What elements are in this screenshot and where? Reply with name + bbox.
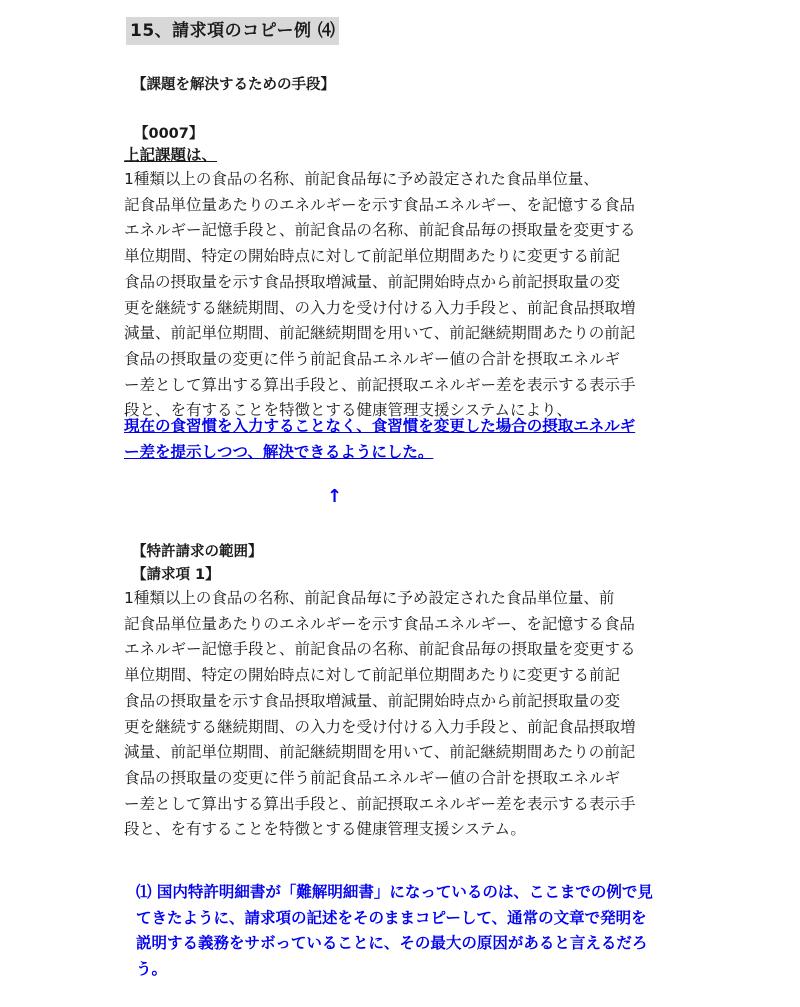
means-body: 1種類以上の食品の名称、前記食品毎に予め設定された食品単位量、 記食品単位量あたりのエネルギーを示す食品エネルギー、を記憶する食品 エネルギー記憶手段と、前記食品の名称、前記食品毎の摂取量を変更する 単位期間、特定の開始時点に対して前記単位期間あたりに変更する前記 食品の摂取量を示す食品摂取増減量、前記開始時点から前記摂取量の変 更を継続する継続期間、の入力を受け付ける入力手段と、前記食品摂取増 減量、前記単位期間、前記継続期間を用いて、前記継続期間あたりの前記 食品の摂取量の変更に伴う前記食品エネルギー値の合計を摂取エネルギ ー差として算出する算出手段と、前記摂取エネルギー差を表示する表示手 段と、を有することを特徴とする健康管理支援システムにより、 bbox=[124, 170, 636, 420]
section-heading-means: 【課題を解決するための手段】 bbox=[132, 77, 335, 93]
result-link[interactable]: 現在の食習慣を入力することなく、食習慣を変更した場合の摂取エネルギ ー差を提示しつつ、解決できるようにした。 bbox=[124, 417, 636, 461]
claim-number: 【請求項 1】 bbox=[132, 567, 220, 583]
page-title: 15、請求項のコピー例 ⑷ bbox=[126, 17, 339, 45]
footnote: ⑴ 国内特許明細書が「難解明細書」になっているのは、ここまでの例で見 てきたように、請求項の記述をそのままコピーして、通常の文章で発明を 説明する義務をサボっていることに、その最大の原因があると言えるだろ う。 bbox=[136, 883, 653, 978]
section-heading-claims: 【特許請求の範囲】 bbox=[132, 544, 263, 560]
claims-body: 1種類以上の食品の名称、前記食品毎に予め設定された食品単位量、前 記食品単位量あたりのエネルギーを示す食品エネルギー、を記憶する食品 エネルギー記憶手段と、前記食品の名称、前記食品毎の摂取量を変更する 単位期間、特定の開始時点に対して前記単位期間あたりに変更する前記 食品の摂取量を示す食品摂取増減量、前記開始時点から前記摂取量の変 更を継続する継続期間、の入力を受け付ける入力手段と、前記食品摂取増 減量、前記単位期間、前記継続期間を用いて、前記継続期間あたりの前記 食品の摂取量の変更に伴う前記食品エネルギー値の合計を摂取エネルギ ー差として算出する算出手段と、前記摂取エネルギー差を表示する表示手 段と、を有することを特徴とする健康管理支援システム。 bbox=[124, 589, 636, 839]
paragraph-number: 【0007】 bbox=[134, 126, 204, 142]
lead-text: 上記課題は、 bbox=[124, 146, 218, 164]
up-arrow-icon: ↑ bbox=[327, 486, 343, 507]
